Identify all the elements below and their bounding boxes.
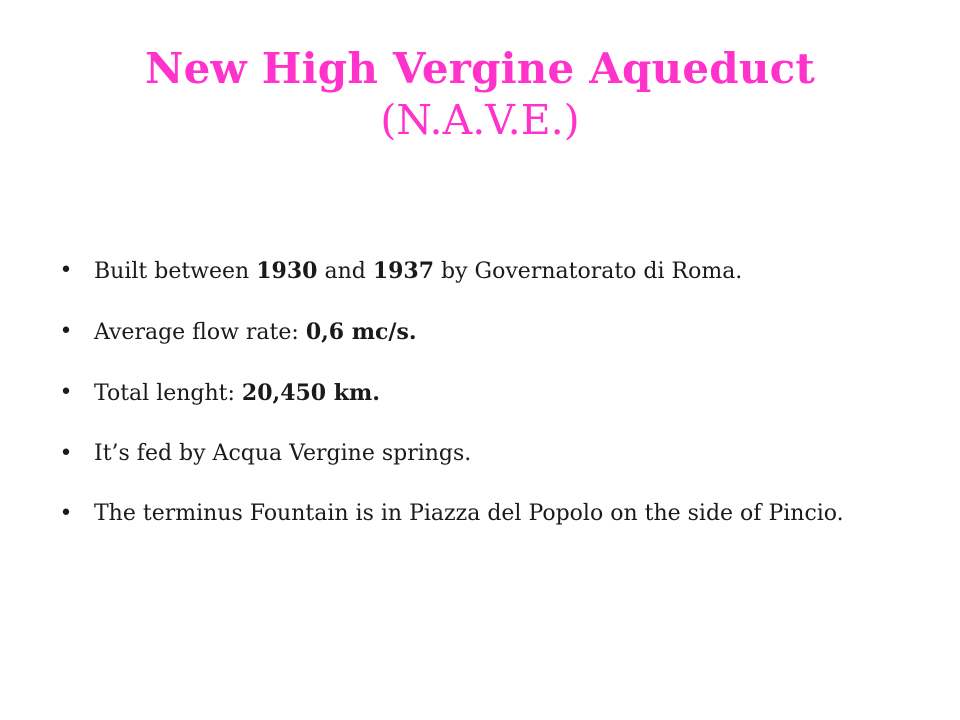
bullet-strong-flow-value: 0,6 mc/s. [305, 319, 417, 345]
bullet-item-built [58, 252, 918, 291]
bullet-icon: • [59, 501, 73, 526]
bullet-item-terminus [58, 495, 918, 533]
bullet-list [58, 252, 918, 555]
bullet-icon: • [59, 319, 73, 344]
bullet-icon: • [59, 441, 73, 466]
slide-title [0, 44, 960, 144]
bullet-strong-year-start: 1930 [256, 258, 318, 284]
title-main: New High Vergine Aqueduct [145, 44, 815, 93]
bullet-text: Average flow rate: [94, 320, 306, 345]
bullet-text: and [317, 259, 373, 284]
bullet-icon: • [59, 380, 73, 405]
bullet-item-flow-rate [58, 313, 918, 352]
title-acronym: (N.A.V.E.) [380, 95, 580, 144]
bullet-text: It’s fed by Acqua Vergine springs. [94, 441, 472, 466]
bullet-text: Total lenght: [94, 381, 242, 406]
bullet-strong-length-value: 20,450 km. [241, 380, 380, 406]
bullet-icon: • [59, 258, 73, 283]
bullet-text: by Governatorato di Roma. [434, 259, 743, 284]
bullet-text: The terminus Fountain is in Piazza del Popolo on the side of Pincio. [94, 501, 844, 526]
bullet-strong-year-end: 1937 [372, 258, 435, 284]
bullet-item-fed-by [58, 435, 918, 473]
bullet-item-length [58, 374, 918, 413]
bullet-text: Built between [94, 259, 257, 284]
